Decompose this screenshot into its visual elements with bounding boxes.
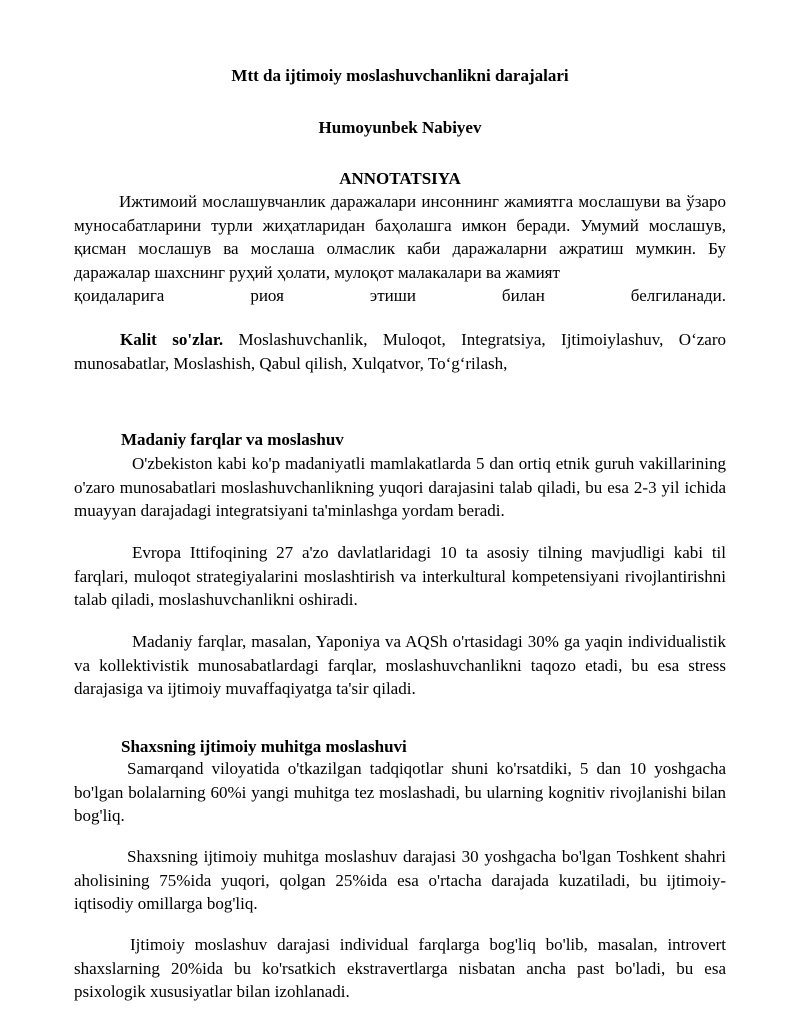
section-paragraph: Madaniy farqlar, masalan, Yaponiya va AQSh o'rtasidagi 30% ga yaqin individualistik va kollektivistik munosabatlardagi farqlar, moslashuvchanlikni taqozo etadi, bu esa stress darajasiga va ijtimoiy muvaffaqiyatga ta'sir qiladi.	[74, 632, 726, 698]
section-heading: Madaniy farqlar va moslashuv	[121, 430, 344, 449]
annotation-heading: ANNOTATSIYA	[339, 169, 461, 188]
section-paragraph: Shaxsning ijtimoiy muhitga moslashuv darajasi 30 yoshgacha bo'lgan Toshkent shahri aholisining 75%ida yuqori, qolgan 25%ida esa o'rtacha darajada kuzatiladi, bu ijtimoiy-iqtisodiy omillarga bog'liq.	[74, 847, 726, 913]
keywords-paragraph	[74, 328, 726, 375]
section-paragraph: Samarqand viloyatida o'tkazilgan tadqiqotlar shuni ko'rsatdiki, 5 dan 10 yoshgacha bo'lgan bolalarning 60%i yangi muhitga tez moslashadi, bu ularning kognitiv rivojlanishi bilan bog'liq.	[74, 759, 726, 825]
keywords-text: Moslashuvchanlik, Muloqot, Integratsiya, Ijtimoiylashuv, O‘zaro munosabatlar, Moslashish, Qabul qilish, Xulqatvor, To‘g‘rilash,	[74, 330, 726, 373]
section-heading: Shaxsning ijtimoiy muhitga moslashuvi	[121, 737, 407, 756]
annotation-body: Ижтимоий мослашувчанлик даражалари инсоннинг жамиятга мослашуви ва ўзаро муносабатларини турли жиҳатларидан баҳолашга имкон беради. Умумий мослашув, қисман мослашув ва мослаша олмаслик каби даражаларни ажратиш мумкин. Бу даражалар шахснинг руҳий ҳолати, мулоқот малакалари ва жамият	[74, 192, 726, 282]
author-name: Humoyunbek Nabiyev	[318, 118, 482, 137]
section-paragraph: Ijtimoiy moslashuv darajasi individual farqlarga bog'liq bo'lib, masalan, introvert shaxslarning 20%ida bu ko'rsatkich ekstravertlarga nisbatan ancha past bo'ladi, bu esa psixologik xususiyatlar bilan izohlanadi.	[74, 935, 726, 1001]
keywords-label: Kalit so'zlar.	[120, 330, 224, 349]
section-paragraph: Evropa Ittifoqining 27 a'zo davlatlaridagi 10 ta asosiy tilning mavjudligi kabi til farqlari, muloqot strategiyalarini moslashtirish va interkultural kompetensiyani rivojlantirishni talab qiladi, moslashuvchanlikni oshiradi.	[74, 543, 726, 609]
section-paragraph: O'zbekiston kabi ko'p madaniyatli mamlakatlarda 5 dan ortiq etnik guruh vakillarining o'zaro munosabatlari moslashuvchanlikning yuqori darajasini talab qiladi, bu esa 2-3 yil ichida muayyan darajadagi integratsiyani ta'minlashga yordam beradi.	[74, 454, 726, 520]
paper-title: Mtt da ijtimoiy moslashuvchanlikni darajalari	[231, 66, 569, 85]
annotation-body-last-line: қоидаларига риоя этиши билан белгиланади.	[74, 286, 726, 305]
